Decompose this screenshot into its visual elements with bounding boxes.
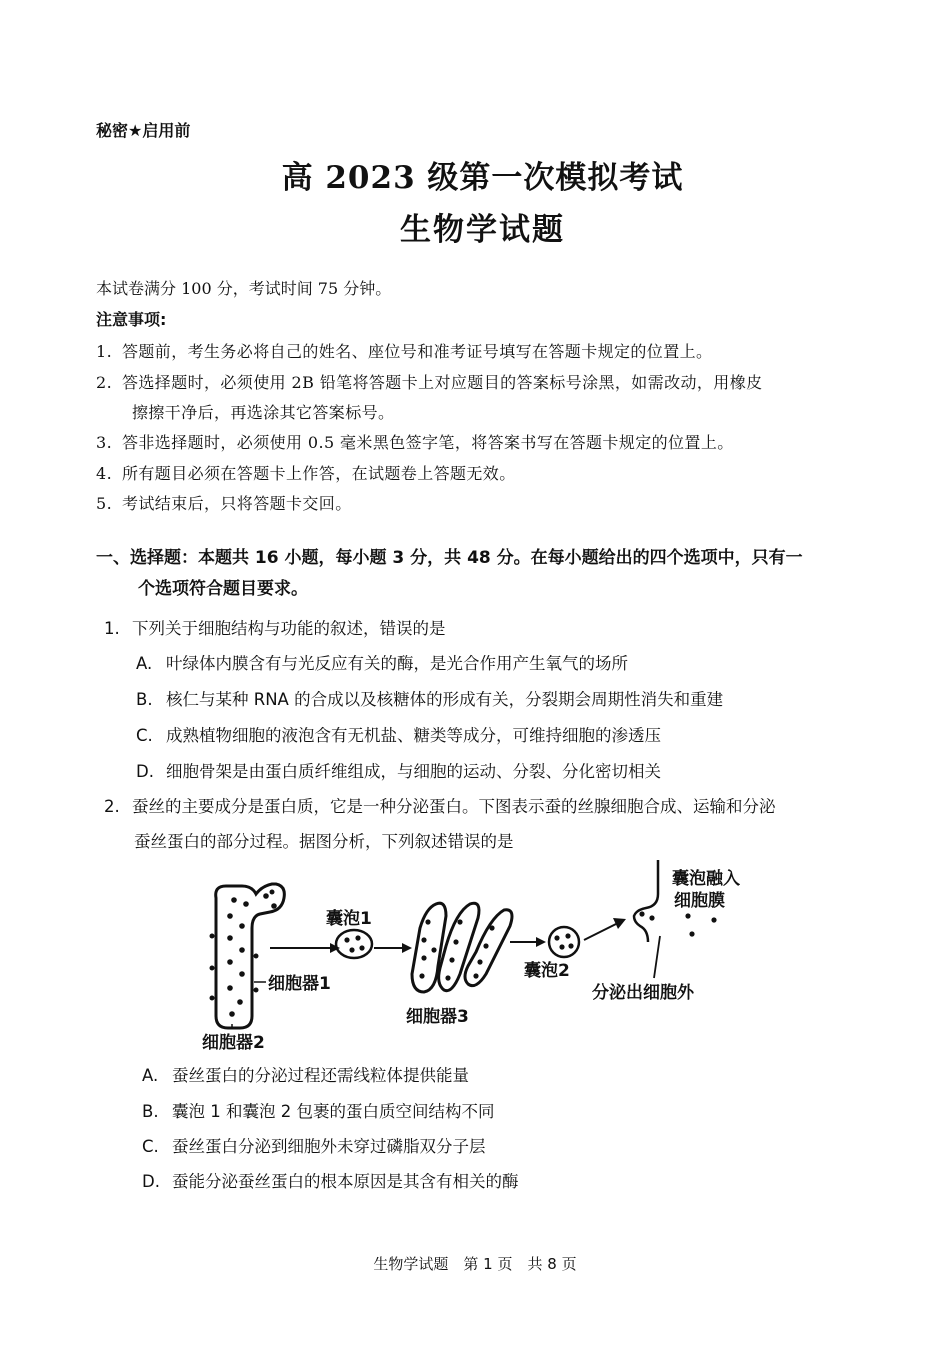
label-organelle-1: 细胞器1 xyxy=(268,974,331,994)
notice-number: 5. xyxy=(96,494,113,513)
subject-title: 生物学试题 xyxy=(400,212,565,248)
question-1-option-c xyxy=(136,722,661,746)
golgi-cisterna-3 xyxy=(465,910,512,986)
notice-number: 2. xyxy=(96,373,113,392)
question-text: 蚕丝的主要成分是蛋白质，它是一种分泌蛋白。下图表示蚕的丝腺细胞合成、运输和分泌 xyxy=(132,797,776,816)
question-1-stem xyxy=(104,615,446,639)
option-text: 蚕丝蛋白的分泌过程还需线粒体提供能量 xyxy=(172,1066,469,1085)
question-2-stem-continuation: 蚕丝蛋白的部分过程。据图分析，下列叙述错误的是 xyxy=(134,832,514,851)
label-organelle-2: 细胞器2 xyxy=(202,1033,265,1053)
notice-item xyxy=(96,370,763,393)
option-text: 叶绿体内膜含有与光反应有关的酶，是光合作用产生氧气的场所 xyxy=(166,654,628,673)
question-1-option-d xyxy=(136,758,661,782)
notice-text: 考试结束后，只将答题卡交回。 xyxy=(122,494,352,513)
exam-title: 高 2023 级第一次模拟考试 xyxy=(281,160,684,196)
notice-number: 4. xyxy=(96,464,113,483)
golgi-cisterna-1 xyxy=(412,903,446,992)
notice-text: 所有题目必须在答题卡上作答，在试题卷上答题无效。 xyxy=(122,464,516,483)
exam-info: 本试卷满分 100 分，考试时间 75 分钟。 xyxy=(96,279,392,298)
label-vesicle-1: 囊泡1 xyxy=(326,909,372,929)
option-text: 细胞骨架是由蛋白质纤维组成，与细胞的运动、分裂、分化密切相关 xyxy=(166,762,661,781)
notice-text: 答非选择题时，必须使用 0.5 毫米黑色签字笔，将答案书写在答题卡规定的位置上。 xyxy=(122,433,734,452)
question-number: 2. xyxy=(104,797,120,816)
notice-item xyxy=(96,430,734,453)
question-2-stem xyxy=(104,793,776,817)
confidential-label: 秘密★启用前 xyxy=(96,121,191,140)
question-2-option-d xyxy=(142,1168,519,1192)
notice-item xyxy=(96,461,516,484)
notice-item xyxy=(96,339,712,362)
notice-text: 答选择题时，必须使用 2B 铅笔将答题卡上对应题目的答案标号涂黑，如需改动，用橡皮 xyxy=(122,373,763,392)
option-letter: D. xyxy=(142,1172,160,1191)
label-secreted: 分泌出细胞外 xyxy=(592,983,694,1003)
option-letter: A. xyxy=(136,654,153,673)
option-text: 核仁与某种 RNA 的合成以及核糖体的形成有关，分裂期会周期性消失和重建 xyxy=(166,690,724,709)
option-letter: A. xyxy=(142,1066,159,1085)
question-number: 1. xyxy=(104,619,120,638)
section-heading-continuation: 个选项符合题目要求。 xyxy=(138,579,308,599)
notice-item xyxy=(96,491,352,514)
option-text: 蚕丝蛋白分泌到细胞外未穿过磷脂双分子层 xyxy=(172,1137,486,1156)
label-fusion-line-1: 囊泡融入 xyxy=(672,869,740,889)
notice-number: 1. xyxy=(96,342,113,361)
question-2-option-c xyxy=(142,1133,486,1157)
question-1-option-b xyxy=(136,686,723,710)
option-letter: C. xyxy=(136,726,153,745)
notice-item-continuation: 擦擦干净后，再选涂其它答案标号。 xyxy=(132,403,395,422)
notice-heading: 注意事项: xyxy=(96,310,167,329)
option-letter: B. xyxy=(136,690,153,709)
option-letter: C. xyxy=(142,1137,159,1156)
question-2-option-a xyxy=(142,1062,469,1086)
question-text: 下列关于细胞结构与功能的叙述，错误的是 xyxy=(132,619,446,638)
section-heading: 一、选择题：本题共 16 小题，每小题 3 分，共 48 分。在每小题给出的四个选项中，只有一 xyxy=(96,548,803,568)
option-text: 囊泡 1 和囊泡 2 包裹的蛋白质空间结构不同 xyxy=(172,1102,495,1121)
secretion-process-diagram xyxy=(190,856,790,1056)
option-letter: D. xyxy=(136,762,154,781)
question-1-option-a xyxy=(136,650,628,674)
question-2-option-b xyxy=(142,1098,494,1122)
notice-number: 3. xyxy=(96,433,113,452)
page-footer: 生物学试题 第 1 页 共 8 页 xyxy=(373,1255,577,1273)
option-text: 蚕能分泌蚕丝蛋白的根本原因是其含有相关的酶 xyxy=(172,1172,519,1191)
label-organelle-3: 细胞器3 xyxy=(406,1007,469,1027)
cell-membrane xyxy=(634,860,658,942)
option-letter: B. xyxy=(142,1102,159,1121)
label-vesicle-2: 囊泡2 xyxy=(524,961,570,981)
label-fusion-line-2: 细胞膜 xyxy=(674,891,725,911)
notice-text: 答题前，考生务必将自己的姓名、座位号和准考证号填写在答题卡规定的位置上。 xyxy=(122,342,713,361)
option-text: 成熟植物细胞的液泡含有无机盐、糖类等成分，可维持细胞的渗透压 xyxy=(166,726,661,745)
